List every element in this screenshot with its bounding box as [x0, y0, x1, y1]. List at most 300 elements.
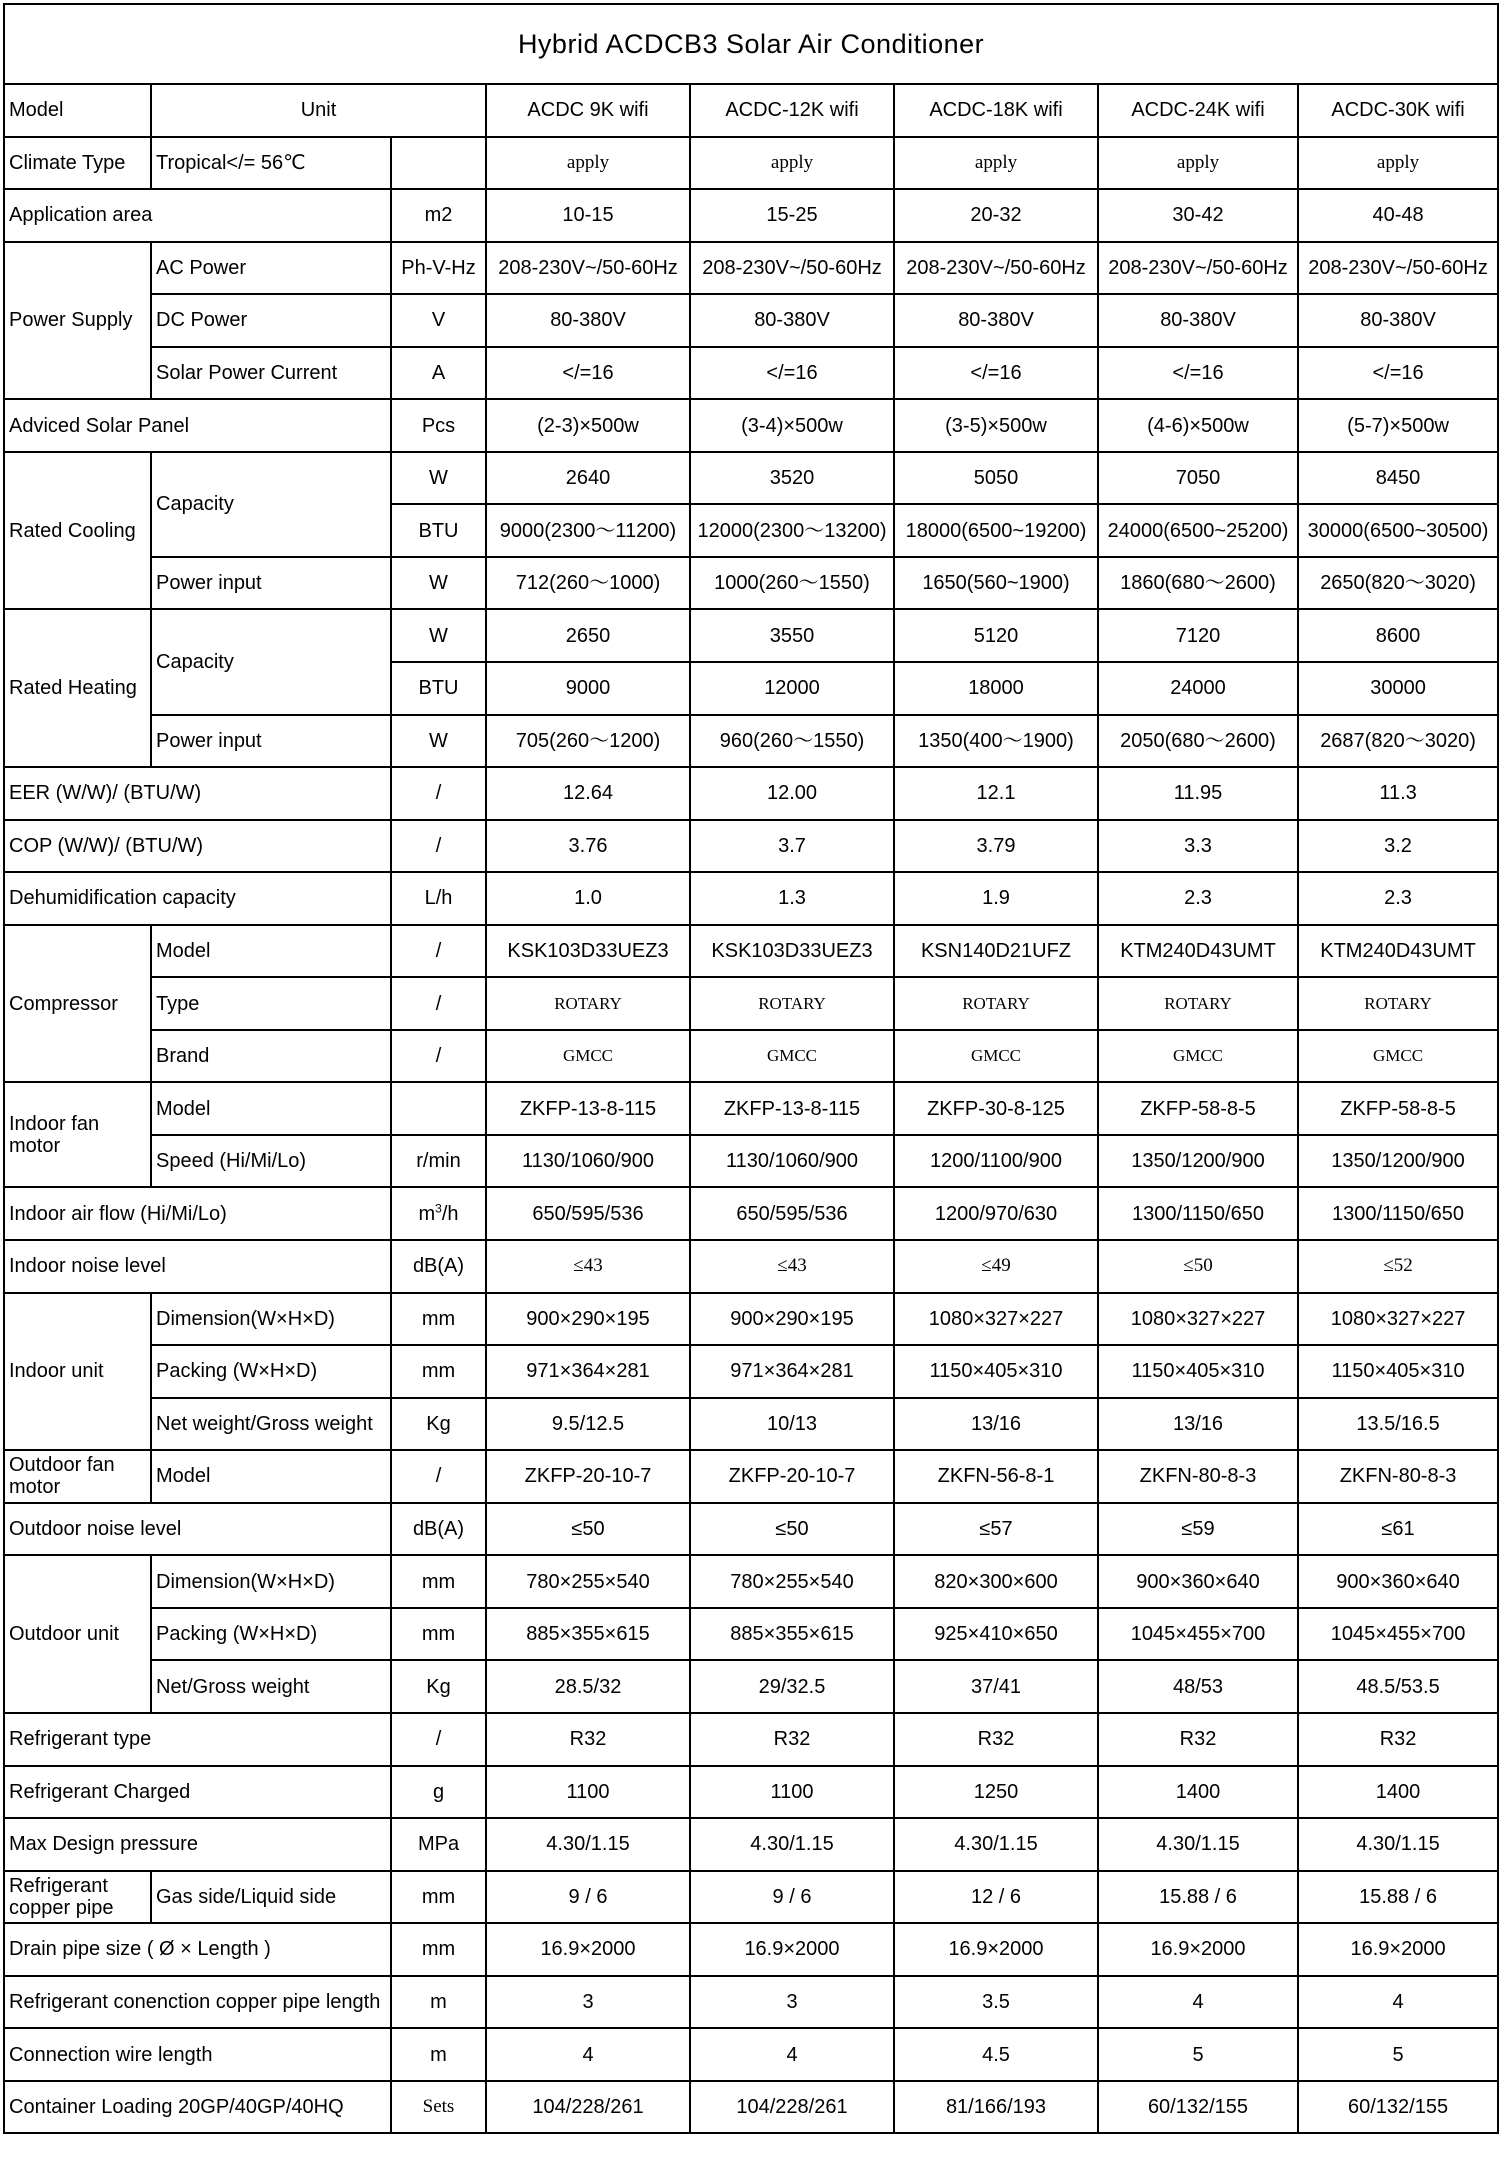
value-cell: 16.9×2000	[486, 1923, 690, 1976]
container-row	[4, 2081, 1498, 2134]
spec-table-body	[4, 4, 1498, 2133]
value-cell: KSN140D21UFZ	[894, 925, 1098, 978]
value-cell: R32	[1098, 1713, 1298, 1766]
value-cell: KSK103D33UEZ3	[690, 925, 894, 978]
value-cell: 30000(6500~30500)	[1298, 504, 1498, 557]
indoor-dim-row	[4, 1293, 1498, 1346]
value-cell: 24000	[1098, 662, 1298, 715]
row-unit: /	[391, 767, 486, 820]
value-cell: 2.3	[1098, 872, 1298, 925]
value-cell: 5120	[894, 609, 1098, 662]
value-cell: 3	[690, 1976, 894, 2029]
value-cell: 885×355×615	[486, 1608, 690, 1661]
value-cell: 4.30/1.15	[690, 1818, 894, 1871]
value-cell: 208-230V~/50-60Hz	[894, 242, 1098, 295]
header-model-cell: ACDC-30K wifi	[1298, 84, 1498, 137]
value-cell: 1650(560~1900)	[894, 557, 1098, 610]
app-area-row	[4, 189, 1498, 242]
title-row	[4, 4, 1498, 84]
value-cell: 16.9×2000	[894, 1923, 1098, 1976]
value-cell: (5-7)×500w	[1298, 399, 1498, 452]
row-unit: dB(A)	[391, 1240, 486, 1293]
value-cell: 1250	[894, 1766, 1098, 1819]
row-unit: mm	[391, 1345, 486, 1398]
heating-w-row	[4, 609, 1498, 662]
row-label: Indoor noise level	[4, 1240, 391, 1293]
value-cell: 80-380V	[894, 294, 1098, 347]
row-label: Climate Type	[4, 137, 151, 190]
value-cell: 30000	[1298, 662, 1498, 715]
row-group-label: Indoor fan motor	[4, 1082, 151, 1187]
value-cell: ≤50	[486, 1503, 690, 1556]
header-model-cell: ACDC 9K wifi	[486, 84, 690, 137]
value-cell: 1860(680～2600)	[1098, 557, 1298, 610]
value-cell: apply	[1098, 137, 1298, 190]
value-cell: 7050	[1098, 452, 1298, 505]
row-sub-label: Type	[151, 977, 391, 1030]
value-cell: 12000(2300～13200)	[690, 504, 894, 557]
dc-power-row	[4, 294, 1498, 347]
value-cell: 15-25	[690, 189, 894, 242]
outdoor-pack-row	[4, 1608, 1498, 1661]
row-group-label: Compressor	[4, 925, 151, 1083]
value-cell: 1350/1200/900	[1298, 1135, 1498, 1188]
value-cell: 1150×405×310	[1298, 1345, 1498, 1398]
value-cell: 900×360×640	[1098, 1555, 1298, 1608]
value-cell: ≤50	[1098, 1240, 1298, 1293]
value-cell: 4	[1098, 1976, 1298, 2029]
value-cell: GMCC	[486, 1030, 690, 1083]
row-sub-label: Net/Gross weight	[151, 1660, 391, 1713]
cooling-power-row	[4, 557, 1498, 610]
row-sub-label: Model	[151, 1082, 391, 1135]
value-cell: 3.76	[486, 820, 690, 873]
row-sub-label: Power input	[151, 557, 391, 610]
row-unit: g	[391, 1766, 486, 1819]
value-cell: ROTARY	[690, 977, 894, 1030]
value-cell: 1350(400～1900)	[894, 715, 1098, 768]
row-unit: W	[391, 452, 486, 505]
dehum-row	[4, 872, 1498, 925]
value-cell: 208-230V~/50-60Hz	[1098, 242, 1298, 295]
row-sub-label: Packing (W×H×D)	[151, 1608, 391, 1661]
value-cell: ROTARY	[1298, 977, 1498, 1030]
value-cell: 13.5/16.5	[1298, 1398, 1498, 1451]
value-cell: ZKFP-20-10-7	[486, 1450, 690, 1503]
value-cell: (3-4)×500w	[690, 399, 894, 452]
header-model-cell: ACDC-18K wifi	[894, 84, 1098, 137]
value-cell: 13/16	[1098, 1398, 1298, 1451]
solar-current-row	[4, 347, 1498, 400]
row-sub-label: Model	[151, 925, 391, 978]
row-sub-label: Capacity	[151, 609, 391, 714]
row-group-label: Rated Cooling	[4, 452, 151, 610]
value-cell: 3.2	[1298, 820, 1498, 873]
row-group-label: Outdoor unit	[4, 1555, 151, 1713]
row-sub-label: Packing (W×H×D)	[151, 1345, 391, 1398]
value-cell: ≤50	[690, 1503, 894, 1556]
row-sub-label: DC Power	[151, 294, 391, 347]
value-cell: 12.1	[894, 767, 1098, 820]
indoor-pack-row	[4, 1345, 1498, 1398]
value-cell: 12.00	[690, 767, 894, 820]
value-cell: R32	[1298, 1713, 1498, 1766]
value-cell: 16.9×2000	[690, 1923, 894, 1976]
value-cell: GMCC	[1098, 1030, 1298, 1083]
indoor-fan-model-row	[4, 1082, 1498, 1135]
value-cell: 1400	[1098, 1766, 1298, 1819]
value-cell: R32	[486, 1713, 690, 1766]
value-cell: ZKFN-80-8-3	[1098, 1450, 1298, 1503]
outdoor-fan-row	[4, 1450, 1498, 1503]
value-cell: 1400	[1298, 1766, 1498, 1819]
indoor-fan-speed-row	[4, 1135, 1498, 1188]
row-label: Connection wire length	[4, 2028, 391, 2081]
value-cell: ≤43	[486, 1240, 690, 1293]
value-cell: GMCC	[690, 1030, 894, 1083]
value-cell: 9000	[486, 662, 690, 715]
value-cell: ZKFP-30-8-125	[894, 1082, 1098, 1135]
value-cell: 15.88 / 6	[1098, 1871, 1298, 1924]
row-sub-label: AC Power	[151, 242, 391, 295]
value-cell: 81/166/193	[894, 2081, 1098, 2134]
value-cell: 4	[486, 2028, 690, 2081]
cop-row	[4, 820, 1498, 873]
row-unit: /	[391, 1030, 486, 1083]
refrig-charged-row	[4, 1766, 1498, 1819]
value-cell: 29/32.5	[690, 1660, 894, 1713]
outdoor-dim-row	[4, 1555, 1498, 1608]
value-cell: 3520	[690, 452, 894, 505]
value-cell: 1200/1100/900	[894, 1135, 1098, 1188]
row-sub-label: Solar Power Current	[151, 347, 391, 400]
row-sub-label: Dimension(W×H×D)	[151, 1293, 391, 1346]
value-cell: 1150×405×310	[894, 1345, 1098, 1398]
value-cell: 4.30/1.15	[1298, 1818, 1498, 1871]
value-cell: 650/595/536	[486, 1187, 690, 1240]
row-unit: Kg	[391, 1398, 486, 1451]
spec-sheet	[3, 3, 1497, 2134]
value-cell: ≤52	[1298, 1240, 1498, 1293]
value-cell: ZKFP-58-8-5	[1298, 1082, 1498, 1135]
indoor-weight-row	[4, 1398, 1498, 1451]
value-cell: GMCC	[894, 1030, 1098, 1083]
unit-tail: /h	[441, 1202, 459, 1225]
value-cell: ROTARY	[1098, 977, 1298, 1030]
unit-superscript: 3	[435, 1201, 442, 1216]
value-cell: (2-3)×500w	[486, 399, 690, 452]
value-cell: 4.5	[894, 2028, 1098, 2081]
eer-row	[4, 767, 1498, 820]
value-cell: 40-48	[1298, 189, 1498, 242]
value-cell: </=16	[894, 347, 1098, 400]
value-cell: 1.9	[894, 872, 1098, 925]
value-cell: 10-15	[486, 189, 690, 242]
row-sub-label: Gas side/Liquid side	[151, 1871, 391, 1924]
row-unit: /	[391, 925, 486, 978]
row-unit: /	[391, 977, 486, 1030]
row-unit: MPa	[391, 1818, 486, 1871]
row-unit: mm	[391, 1293, 486, 1346]
value-cell: 705(260～1200)	[486, 715, 690, 768]
row-unit: mm	[391, 1555, 486, 1608]
spec-table	[3, 3, 1499, 2134]
value-cell: 16.9×2000	[1298, 1923, 1498, 1976]
value-cell: ROTARY	[486, 977, 690, 1030]
value-cell: 12.64	[486, 767, 690, 820]
row-unit: W	[391, 609, 486, 662]
value-cell: 8450	[1298, 452, 1498, 505]
compressor-model-row	[4, 925, 1498, 978]
value-cell: 1080×327×227	[894, 1293, 1098, 1346]
value-cell: </=16	[1298, 347, 1498, 400]
row-sub-label: Capacity	[151, 452, 391, 557]
row-sub-label: Tropical</= 56℃	[151, 137, 391, 190]
value-cell: 80-380V	[486, 294, 690, 347]
value-cell: 971×364×281	[486, 1345, 690, 1398]
value-cell: 1.3	[690, 872, 894, 925]
row-label: Refrigerant Charged	[4, 1766, 391, 1819]
value-cell: 20-32	[894, 189, 1098, 242]
outdoor-noise-row	[4, 1503, 1498, 1556]
row-sub-label: Dimension(W×H×D)	[151, 1555, 391, 1608]
copper-pipe-row	[4, 1871, 1498, 1924]
value-cell: 48/53	[1098, 1660, 1298, 1713]
value-cell: 780×255×540	[486, 1555, 690, 1608]
value-cell: 4	[690, 2028, 894, 2081]
row-unit: /	[391, 820, 486, 873]
row-group-label: Indoor unit	[4, 1293, 151, 1451]
indoor-noise-row	[4, 1240, 1498, 1293]
value-cell: (4-6)×500w	[1098, 399, 1298, 452]
value-cell: GMCC	[1298, 1030, 1498, 1083]
value-cell: apply	[894, 137, 1098, 190]
value-cell: 104/228/261	[486, 2081, 690, 2134]
value-cell: ≤61	[1298, 1503, 1498, 1556]
value-cell: KSK103D33UEZ3	[486, 925, 690, 978]
value-cell: 1080×327×227	[1298, 1293, 1498, 1346]
row-sub-label: Model	[151, 1450, 391, 1503]
row-unit: /	[391, 1713, 486, 1766]
value-cell: 60/132/155	[1298, 2081, 1498, 2134]
row-unit: mm	[391, 1923, 486, 1976]
row-label: Dehumidification capacity	[4, 872, 391, 925]
row-label: Adviced Solar Panel	[4, 399, 391, 452]
row-sub-label: Speed (Hi/Mi/Lo)	[151, 1135, 391, 1188]
value-cell: 9000(2300～11200)	[486, 504, 690, 557]
value-cell: apply	[486, 137, 690, 190]
ac-power-row	[4, 242, 1498, 295]
row-label: Outdoor noise level	[4, 1503, 391, 1556]
row-unit: m	[391, 1976, 486, 2029]
value-cell: R32	[690, 1713, 894, 1766]
climate-row	[4, 137, 1498, 190]
row-unit	[391, 1082, 486, 1135]
unit-base: m	[418, 1202, 436, 1225]
value-cell: 3.3	[1098, 820, 1298, 873]
row-unit: Kg	[391, 1660, 486, 1713]
value-cell: 3.79	[894, 820, 1098, 873]
value-cell: 4	[1298, 1976, 1498, 2029]
row-label: EER (W/W)/ (BTU/W)	[4, 767, 391, 820]
value-cell: 1350/1200/900	[1098, 1135, 1298, 1188]
row-unit: dB(A)	[391, 1503, 486, 1556]
value-cell: 1100	[690, 1766, 894, 1819]
value-cell: 971×364×281	[690, 1345, 894, 1398]
value-cell: ZKFN-80-8-3	[1298, 1450, 1498, 1503]
value-cell: ROTARY	[894, 977, 1098, 1030]
solar-panel-row	[4, 399, 1498, 452]
header-model-cell: ACDC-24K wifi	[1098, 84, 1298, 137]
value-cell: ZKFN-56-8-1	[894, 1450, 1098, 1503]
value-cell: 208-230V~/50-60Hz	[690, 242, 894, 295]
value-cell: 80-380V	[690, 294, 894, 347]
value-cell: 1000(260～1550)	[690, 557, 894, 610]
value-cell: 37/41	[894, 1660, 1098, 1713]
value-cell: 712(260～1000)	[486, 557, 690, 610]
header-model-cell: ACDC-12K wifi	[690, 84, 894, 137]
value-cell: 60/132/155	[1098, 2081, 1298, 2134]
value-cell: 2650	[486, 609, 690, 662]
value-cell: 30-42	[1098, 189, 1298, 242]
row-unit: mm	[391, 1608, 486, 1661]
drain-pipe-row	[4, 1923, 1498, 1976]
value-cell: 5	[1098, 2028, 1298, 2081]
row-label: Container Loading 20GP/40GP/40HQ	[4, 2081, 391, 2134]
value-cell: 9 / 6	[486, 1871, 690, 1924]
header-unit-label: Unit	[151, 84, 486, 137]
row-unit: L/h	[391, 872, 486, 925]
value-cell: 1300/1150/650	[1298, 1187, 1498, 1240]
value-cell: </=16	[486, 347, 690, 400]
value-cell: 1300/1150/650	[1098, 1187, 1298, 1240]
value-cell: 1100	[486, 1766, 690, 1819]
row-unit: r/min	[391, 1135, 486, 1188]
value-cell: 1045×455×700	[1098, 1608, 1298, 1661]
value-cell: 3	[486, 1976, 690, 2029]
row-label: Drain pipe size ( Ø × Length )	[4, 1923, 391, 1976]
value-cell: 5050	[894, 452, 1098, 505]
compressor-type-row	[4, 977, 1498, 1030]
value-cell: 4.30/1.15	[1098, 1818, 1298, 1871]
value-cell: 650/595/536	[690, 1187, 894, 1240]
value-cell: ZKFP-20-10-7	[690, 1450, 894, 1503]
conn-pipe-row	[4, 1976, 1498, 2029]
outdoor-weight-row	[4, 1660, 1498, 1713]
value-cell: apply	[1298, 137, 1498, 190]
row-unit: m	[391, 2028, 486, 2081]
value-cell: 24000(6500~25200)	[1098, 504, 1298, 557]
value-cell: 16.9×2000	[1098, 1923, 1298, 1976]
row-unit: BTU	[391, 504, 486, 557]
value-cell: 2650(820～3020)	[1298, 557, 1498, 610]
value-cell: 7120	[1098, 609, 1298, 662]
value-cell: 1200/970/630	[894, 1187, 1098, 1240]
value-cell: 8600	[1298, 609, 1498, 662]
value-cell: 80-380V	[1298, 294, 1498, 347]
value-cell: 1080×327×227	[1098, 1293, 1298, 1346]
row-group-label: Power Supply	[4, 242, 151, 400]
value-cell: ≤43	[690, 1240, 894, 1293]
value-cell: 2687(820～3020)	[1298, 715, 1498, 768]
value-cell: 3.5	[894, 1976, 1098, 2029]
value-cell: apply	[690, 137, 894, 190]
value-cell: ≤49	[894, 1240, 1098, 1293]
value-cell: KTM240D43UMT	[1298, 925, 1498, 978]
value-cell: 18000	[894, 662, 1098, 715]
row-unit: Pcs	[391, 399, 486, 452]
value-cell: 18000(6500~19200)	[894, 504, 1098, 557]
value-cell: </=16	[1098, 347, 1298, 400]
row-unit: mm	[391, 1871, 486, 1924]
header-model-label: Model	[4, 84, 151, 137]
cooling-w-row	[4, 452, 1498, 505]
compressor-brand-row	[4, 1030, 1498, 1083]
value-cell: 1045×455×700	[1298, 1608, 1498, 1661]
value-cell: 12000	[690, 662, 894, 715]
value-cell: 780×255×540	[690, 1555, 894, 1608]
value-cell: 104/228/261	[690, 2081, 894, 2134]
row-unit: m2	[391, 189, 486, 242]
value-cell: 48.5/53.5	[1298, 1660, 1498, 1713]
row-unit: BTU	[391, 662, 486, 715]
row-unit: Ph-V-Hz	[391, 242, 486, 295]
row-unit: Sets	[391, 2081, 486, 2134]
value-cell: 3550	[690, 609, 894, 662]
value-cell: 900×290×195	[690, 1293, 894, 1346]
row-group-label: Refrigerant copper pipe	[4, 1871, 151, 1924]
value-cell: 900×360×640	[1298, 1555, 1498, 1608]
value-cell: ZKFP-58-8-5	[1098, 1082, 1298, 1135]
value-cell: 28.5/32	[486, 1660, 690, 1713]
row-group-label: Rated Heating	[4, 609, 151, 767]
row-label: Refrigerant type	[4, 1713, 391, 1766]
row-unit: /	[391, 1450, 486, 1503]
value-cell: 960(260～1550)	[690, 715, 894, 768]
row-group-label: Outdoor fan motor	[4, 1450, 151, 1503]
value-cell: KTM240D43UMT	[1098, 925, 1298, 978]
row-unit: W	[391, 715, 486, 768]
value-cell: 2050(680～2600)	[1098, 715, 1298, 768]
value-cell: 11.3	[1298, 767, 1498, 820]
row-label: COP (W/W)/ (BTU/W)	[4, 820, 391, 873]
value-cell: 208-230V~/50-60Hz	[486, 242, 690, 295]
value-cell: 1130/1060/900	[486, 1135, 690, 1188]
value-cell: ≤57	[894, 1503, 1098, 1556]
value-cell: 10/13	[690, 1398, 894, 1451]
value-cell: 2640	[486, 452, 690, 505]
row-sub-label: Brand	[151, 1030, 391, 1083]
row-label: Refrigerant conenction copper pipe length	[4, 1976, 391, 2029]
value-cell: 4.30/1.15	[894, 1818, 1098, 1871]
value-cell: 3.7	[690, 820, 894, 873]
value-cell: 9.5/12.5	[486, 1398, 690, 1451]
indoor-air-row	[4, 1187, 1498, 1240]
value-cell: </=16	[690, 347, 894, 400]
value-cell: 820×300×600	[894, 1555, 1098, 1608]
value-cell: 925×410×650	[894, 1608, 1098, 1661]
row-sub-label: Power input	[151, 715, 391, 768]
value-cell: 1.0	[486, 872, 690, 925]
value-cell: 208-230V~/50-60Hz	[1298, 242, 1498, 295]
row-unit	[391, 1187, 486, 1240]
value-cell: 2.3	[1298, 872, 1498, 925]
value-cell: 13/16	[894, 1398, 1098, 1451]
refrig-type-row	[4, 1713, 1498, 1766]
value-cell: R32	[894, 1713, 1098, 1766]
value-cell: 900×290×195	[486, 1293, 690, 1346]
value-cell: ZKFP-13-8-115	[486, 1082, 690, 1135]
